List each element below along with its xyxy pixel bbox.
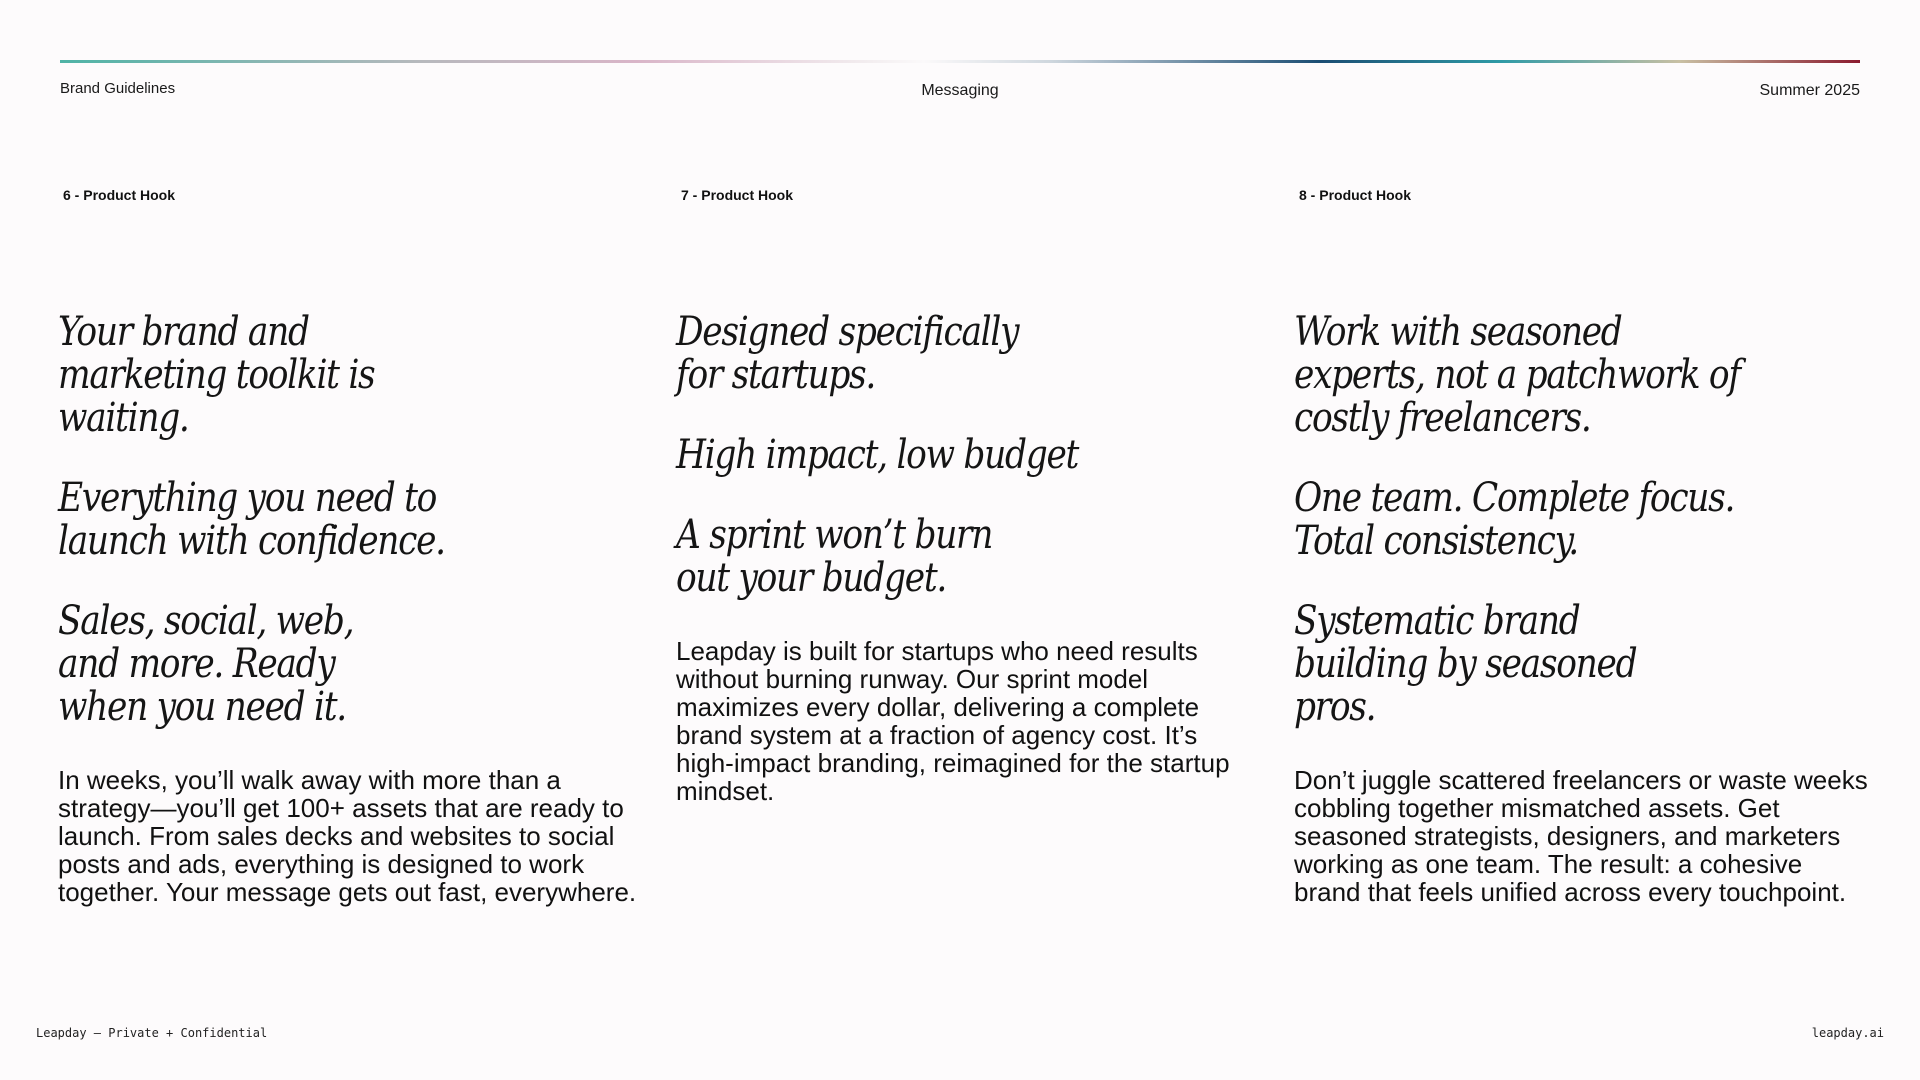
edition-date: Summer 2025 xyxy=(1759,82,1860,99)
hook-headline: Everything you need to launch with confidence. xyxy=(58,475,445,564)
section-title: Messaging xyxy=(921,82,999,99)
hook-body-text: Leapday is built for startups who need results without burning runway. Our sprint model maximizes every dollar, delivering a complete brand system at a fraction of agency cost. It’s high-impact branding, reimagined for the startup mindset. xyxy=(676,636,1230,806)
product-hook-column xyxy=(676,186,1256,805)
hook-body-text: Don’t juggle scattered freelancers or waste weeks cobbling together mismatched assets. Get seasoned strategists, designers, and marketers working as one team. The result: a cohesive brand that feels unified across every touchpoint. xyxy=(1294,765,1868,907)
hook-headline: A sprint won’t burn out your budget. xyxy=(676,512,993,601)
hook-headline: One team. Complete focus. Total consistency. xyxy=(1294,475,1735,564)
product-hook-column xyxy=(1294,186,1874,906)
website-url: leapday.ai xyxy=(1811,1026,1884,1040)
product-hook-column xyxy=(58,186,638,906)
hook-headline: Work with seasoned experts, not a patchwork of costly freelancers. xyxy=(1294,309,1740,441)
column-label: 7 - Product Hook xyxy=(681,187,794,203)
hook-headline: High impact, low budget xyxy=(676,432,1079,478)
hook-headline: Sales, social, web, and more. Ready when you need it. xyxy=(58,598,354,730)
confidentiality-notice: Leapday – Private + Confidential xyxy=(36,1026,268,1040)
hook-headline: Your brand and marketing toolkit is waiting. xyxy=(58,309,375,441)
column-label: 8 - Product Hook xyxy=(1299,187,1412,203)
doc-title: Brand Guidelines xyxy=(60,80,176,97)
hook-headline: Designed specifically for startups. xyxy=(676,309,1019,398)
header-gradient-rule xyxy=(60,60,1860,63)
hook-headline: Systematic brand building by seasoned pros. xyxy=(1294,598,1637,730)
column-label: 6 - Product Hook xyxy=(63,187,176,203)
hook-body-text: In weeks, you’ll walk away with more than a strategy—you’ll get 100+ assets that are ready to launch. From sales decks and websites to social posts and ads, everything is designed to work together. Your message gets out fast, everywhere. xyxy=(58,765,637,907)
